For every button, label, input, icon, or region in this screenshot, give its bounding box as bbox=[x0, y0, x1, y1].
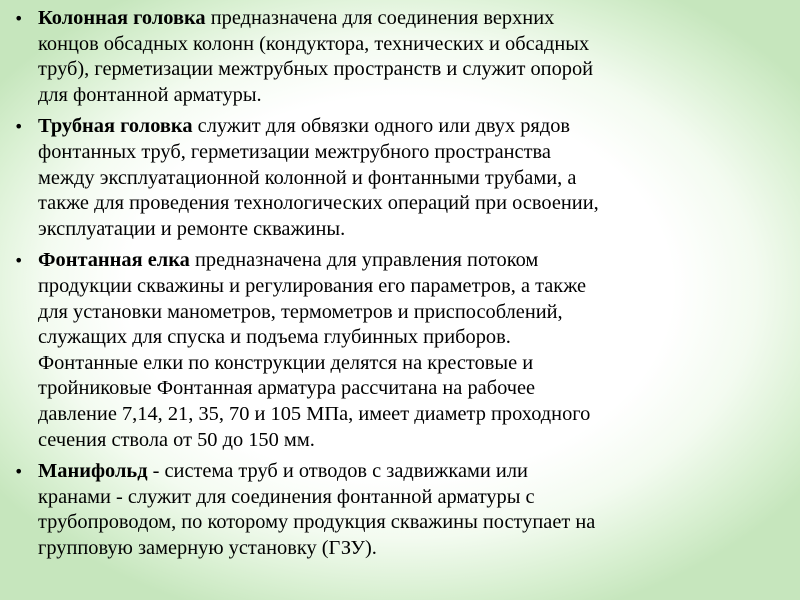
bullet-text-line: тройниковые Фонтанная арматура рассчитана на рабочее bbox=[38, 377, 536, 400]
bullet-text-line: Фонтанные елки по конструкции делятся на крестовые и bbox=[38, 351, 534, 374]
bullet-text-line: труб), герметизации межтрубных пространств и служит опорой bbox=[38, 58, 594, 81]
bullet-text-line: давление 7,14, 21, 35, 70 и 105 МПа, имеет диаметр проходного bbox=[38, 402, 591, 425]
bullet-text-line: эксплуатации и ремонте скважины. bbox=[38, 217, 346, 240]
bullet-text-line: между эксплуатационной колонной и фонтанными трубами, а bbox=[38, 166, 577, 189]
bullet-text-line: предназначена для соединения верхних bbox=[205, 7, 555, 29]
bullet-term: Колонная головка bbox=[38, 7, 206, 29]
bullet-text-line: концов обсадных колонн (кондуктора, технических и обсадных bbox=[38, 32, 590, 55]
bullet-text-line: служит для обвязки одного или двух рядов bbox=[192, 115, 571, 138]
bullet-text-line: предназначена для управления потоком bbox=[189, 249, 539, 272]
bullet-text-line: продукции скважины и регулирования его параметров, а также bbox=[38, 274, 587, 297]
bullet-text-line: также для проведения технологических операций при освоении, bbox=[38, 192, 599, 215]
bullet-dot-icon: • bbox=[14, 117, 24, 137]
bullet-item-manifold bbox=[14, 459, 784, 561]
bullet-item-tubing-head bbox=[14, 114, 784, 242]
bullet-text-line: для фонтанной арматуры. bbox=[38, 83, 262, 106]
bullet-text-line: - система труб и отводов с задвижками или bbox=[147, 460, 528, 483]
bullet-text-line: групповую замерную установку (ГЗУ). bbox=[38, 536, 377, 559]
bullet-dot-icon: • bbox=[14, 9, 24, 28]
bullet-text-line: сечения ствола от 50 до 150 мм. bbox=[38, 428, 315, 451]
bullet-term: Трубная головка bbox=[38, 115, 193, 138]
bullet-dot-icon: • bbox=[14, 251, 24, 271]
bullet-text-line: фонтанных труб, герметизации межтрубного пространства bbox=[38, 140, 551, 163]
bullet-item-column-head bbox=[14, 6, 784, 108]
bullet-text-line: для установки манометров, термометров и приспособлений, bbox=[38, 300, 563, 323]
bullet-list bbox=[14, 6, 784, 567]
bullet-text-line: служащих для спуска и подъема глубинных приборов. bbox=[38, 326, 511, 349]
bullet-term: Фонтанная елка bbox=[38, 249, 190, 272]
bullet-item-christmas-tree bbox=[14, 248, 784, 453]
bullet-text-line: трубопроводом, по которому продукция скважины поступает на bbox=[38, 511, 596, 534]
bullet-text-line: кранами - служит для соединения фонтанной арматуры с bbox=[38, 485, 535, 508]
bullet-dot-icon: • bbox=[14, 462, 24, 482]
bullet-term: Манифольд bbox=[38, 460, 148, 483]
